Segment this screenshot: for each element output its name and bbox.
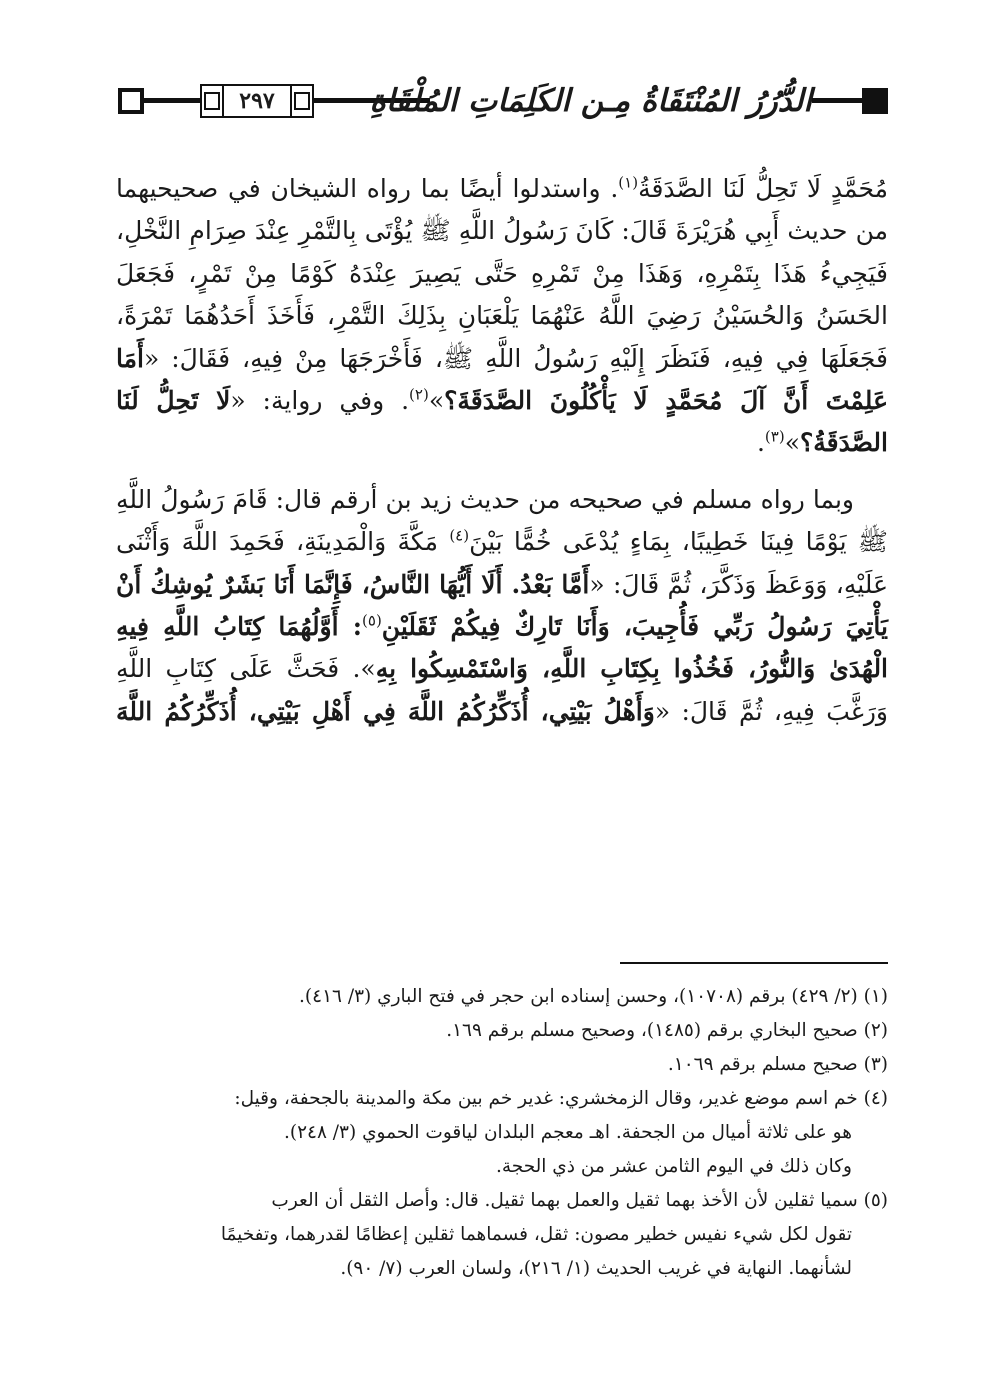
footnote-ref-5: (٥) (362, 611, 382, 630)
text-run: . واستدلوا أيضًا بما رواه الشيخان في صحيحيهما من حديث أَبِي هُرَيْرَةَ قَالَ: كَانَ رَسُولُ اللَّهِ ﷺ يُؤْتَى بِالتَّمْرِ عِنْدَ صِرَامِ النَّخْلِ، فَيَجِيءُ هَذَا بِتَمْرِهِ، وَهَذَا مِنْ تَمْرِهِ حَتَّى يَصِيرَ عِنْدَهُ كَوْمًا مِنْ تَمْرٍ، فَجَعَلَ الحَسَنُ وَالحُسَيْنُ رَضِيَ اللَّهُ عَنْهُمَا يَلْعَبَانِ بِذَلِكَ التَّمْرِ، فَأَخَذَ أَحَدُهُمَا تَمْرَةً، فَجَعَلَهَا فِي فِيهِ، فَنَظَرَ إِلَيْهِ رَسُولُ اللَّهِ ﷺ، فَأَخْرَجَهَا مِنْ فِيهِ، فَقَالَ: « (116, 174, 888, 373)
page-number: ٢٩٧ (222, 86, 292, 116)
footnote-ref-2: (٢) (409, 385, 429, 404)
page-header (118, 80, 886, 122)
footnote-number: (٣) (863, 1054, 888, 1075)
footnote-text: خم اسم موضع غدير، وقال الزمخشري: غدير خم بين مكة والمدينة بالجحفة، وقيل: (234, 1088, 858, 1109)
footnote-text: (٢/ ٤٢٩) برقم (١٠٧٠٨)، وحسن إسناده ابن حجر في فتح الباري (٣/ ٤١٦). (299, 986, 858, 1007)
text-run: وبما رواه مسلم في صحيحه من حديث زيد بن أرقم قال: قَامَ رَسُولُ اللَّهِ ﷺ يَوْمًا فِينَا خَطِيبًا، بِمَاءٍ يُدْعَى خُمًّا بَيْنَ (116, 484, 888, 557)
hadith-quote: لَا تَحِلُّ لَنَا الصَّدَقَةُ؟ (116, 386, 888, 458)
footnote-3 (150, 1048, 888, 1082)
footnote-text: لشأنهما. النهاية في غريب الحديث (١/ ٢١٦)، ولسان العرب (٧/ ٩٠). (340, 1258, 852, 1279)
paragraph-1 (116, 168, 888, 465)
text-run: : (338, 612, 363, 642)
text-run: » (784, 428, 800, 458)
main-text (116, 168, 888, 733)
footnote-text: وكان ذلك في اليوم الثامن عشر من ذي الحجة. (495, 1156, 852, 1177)
footnote-number: (١) (863, 986, 888, 1007)
footnote-ref-4: (٤) (449, 526, 470, 545)
footnote-separator (620, 962, 888, 964)
footnote-number: (٤) (863, 1088, 888, 1109)
text-run: ». فَحَثَّ عَلَى كِتَابِ اللَّهِ وَرَغَّبَ فِيهِ، ثُمَّ قَالَ: « (116, 654, 888, 726)
footnotes (150, 980, 888, 1286)
hadith-quote: أَوَّلُهُمَا كِتَابُ اللَّهِ فِيهِ الْهُدَىٰ وَالنُّورُ، فَخُذُوا بِكِتَابِ اللَّهِ، وَاسْتَمْسِكُوا بِهِ (116, 612, 889, 684)
header-rule-left (144, 98, 204, 103)
footnote-5 (150, 1184, 888, 1286)
header-left-square (118, 88, 144, 114)
footnote-text: سميا ثقلين لأن الأخذ بهما ثقيل والعمل بهما ثقيل. قال: وأصل الثقل أن العرب (271, 1190, 858, 1211)
paragraph-2 (116, 479, 888, 733)
text-run: مُحَمَّدٍ لَا تَحِلُّ لَنَا الصَّدَقَةُ (638, 174, 888, 203)
hadith-quote: أَمَا عَلِمْتَ أَنَّ آلَ مُحَمَّدٍ لَا يَأْكُلُونَ الصَّدَقَةَ؟ (116, 343, 888, 416)
header-rule-right (812, 98, 862, 103)
footnote-4 (150, 1082, 888, 1184)
footnote-1 (150, 980, 888, 1014)
footnote-2 (150, 1014, 888, 1048)
footnote-number: (٥) (863, 1190, 888, 1211)
footnote-text: صحيح البخاري برقم (١٤٨٥)، وصحيح مسلم برقم ١٦٩. (446, 1020, 858, 1041)
text-run: . وفي رواية: « (230, 386, 410, 416)
ornament-icon (204, 92, 220, 110)
footnote-ref-1: (١) (618, 173, 639, 192)
footnote-ref-3: (٣) (764, 428, 785, 447)
page-number-frame (200, 84, 314, 118)
text-run: . (756, 428, 765, 458)
hadith-quote: أَمَّا بَعْدُ. أَلَا أَيُّهَا النَّاسُ، فَإِنَّمَا أَنَا بَشَرٌ يُوشِكُ أَنْ يَأْتِيَ رَسُولُ رَبِّي فَأُجِيبَ، وَأَنَا تَارِكٌ فِيكُمْ ثَقَلَيْنِ (116, 569, 888, 642)
header-right-square (862, 88, 888, 114)
ornament-icon (294, 92, 310, 110)
footnote-text: تقول لكل شيء نفيس خطير مصون: ثقل، فسماهما ثقلين إعظامًا لقدرهما، وتفخيمًا (220, 1224, 852, 1245)
book-title: الدُّرُرُ المُنْتَقَاةُ مِـن الكَلِمَاتِ المُلْقَاةِ (369, 83, 812, 119)
footnote-text: صحيح مسلم برقم ١٠٦٩. (667, 1054, 858, 1075)
footnote-number: (٢) (863, 1020, 888, 1041)
footnote-text: هو على ثلاثة أميال من الجحفة. اهـ معجم البلدان لياقوت الحموي (٣/ ٢٤٨). (283, 1122, 852, 1143)
hadith-quote: وَأَهْلُ بَيْتِي، أُذَكِّرُكُمُ اللَّهَ فِي أَهْلِ بَيْتِي، أُذَكِّرُكُمُ اللَّهَ (116, 696, 655, 726)
text-run: » (428, 386, 445, 416)
text-run: مَكَّةَ وَالْمَدِينَةِ، فَحَمِدَ اللَّهَ وَأَثْنَى عَلَيْهِ، وَوَعَظَ وَذَكَّرَ، ثُمَّ قَالَ: « (116, 527, 888, 599)
